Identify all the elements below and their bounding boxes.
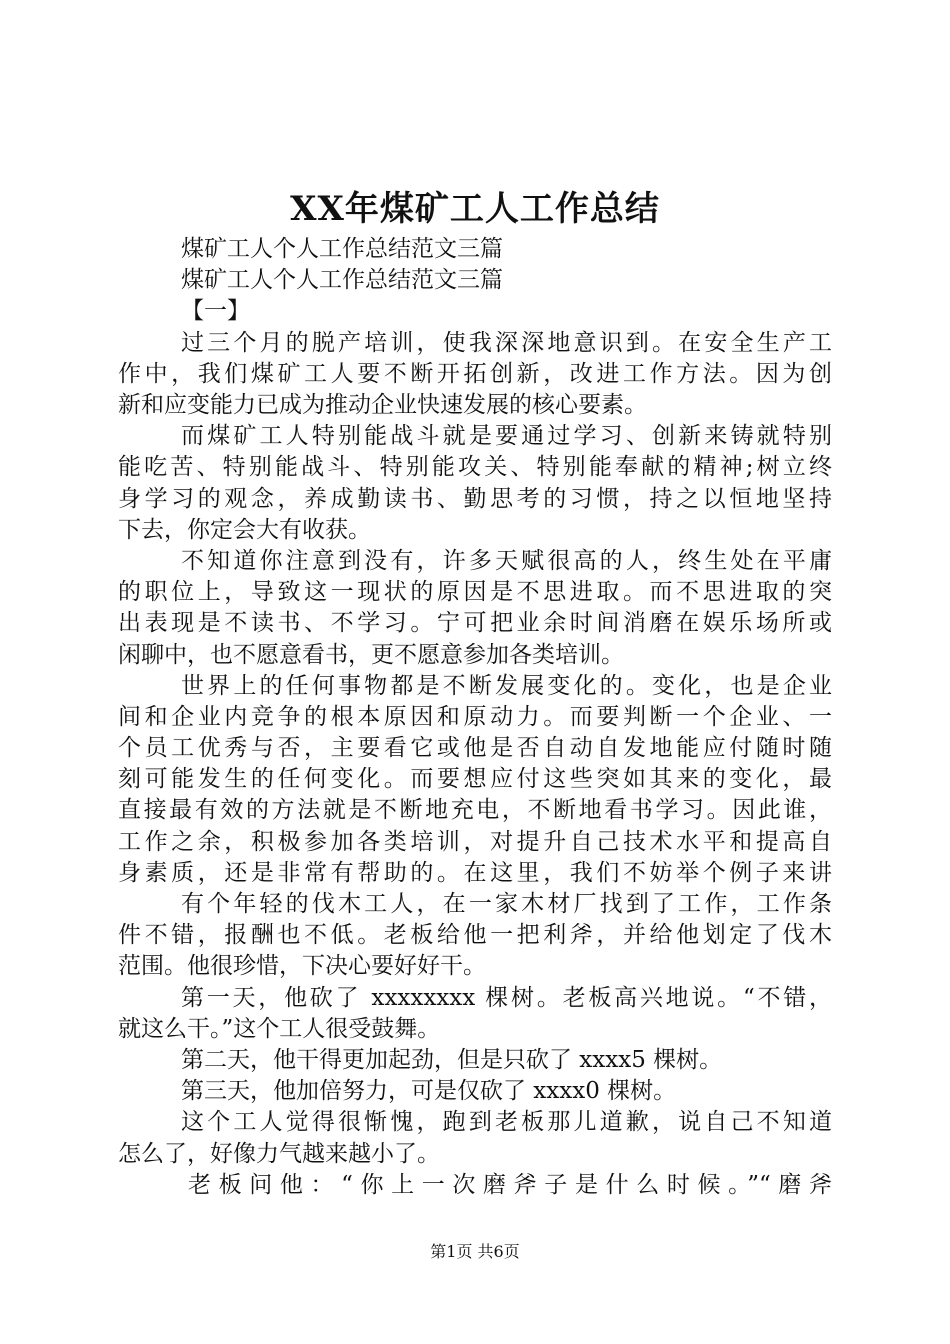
paragraph-line: 作中，我们煤矿工人要不断开拓创新，改进工作方法。因为创 bbox=[118, 360, 832, 387]
subtitle-line: 煤矿工人个人工作总结范文三篇 bbox=[181, 236, 503, 262]
paragraph-line: 怎么了，好像力气越来越小了。 bbox=[118, 1140, 440, 1167]
paragraph-line: 工作之余，积极参加各类培训，对提升自己技术水平和提高自 bbox=[118, 828, 832, 855]
paragraph-line: 第三天，他加倍努力，可是仅砍了 xxxx0 棵树。 bbox=[181, 1078, 677, 1105]
paragraph-line: 有个年轻的伐木工人，在一家木材厂找到了工作，工作条 bbox=[181, 891, 832, 918]
paragraph-line: 不知道你注意到没有，许多天赋很高的人，终生处在平庸 bbox=[181, 547, 832, 574]
paragraph-line: 身学习的观念，养成勤读书、勤思考的习惯，持之以恒地坚持 bbox=[118, 485, 832, 512]
paragraph-line: 范围。他很珍惜，下决心要好好干。 bbox=[118, 953, 486, 980]
paragraph-line: 直接最有效的方法就是不断地充电，不断地看书学习。因此谁， bbox=[118, 797, 832, 824]
document-body bbox=[118, 234, 832, 1201]
section-marker: 【一】 bbox=[181, 298, 250, 325]
page-footer: 第1页 共6页 bbox=[430, 1242, 520, 1261]
paragraph-line: 就这么干。”这个工人很受鼓舞。 bbox=[118, 1015, 441, 1042]
paragraph-line: 下去，你定会大有收获。 bbox=[118, 516, 371, 543]
paragraph-line: 件不错，报酬也不低。老板给他一把利斧，并给他划定了伐木 bbox=[118, 922, 832, 949]
paragraph-line: 刻可能发生的任何变化。而要想应付这些突如其来的变化，最 bbox=[118, 766, 832, 793]
subtitle-line: 煤矿工人个人工作总结范文三篇 bbox=[181, 267, 503, 294]
paragraph-line: 第二天，他干得更加起劲，但是只砍了 xxxx5 棵树。 bbox=[181, 1047, 723, 1073]
paragraph-line: 能吃苦、特别能战斗、特别能攻关、特别能奉献的精神;树立终 bbox=[118, 454, 832, 481]
paragraph-line: 老板问他：“你上一次磨斧子是什么时候。”“磨斧 bbox=[188, 1171, 832, 1198]
paragraph-line: 间和企业内竞争的根本原因和原动力。而要判断一个企业、一 bbox=[118, 703, 832, 730]
paragraph-line: 第一天，他砍了 xxxxxxxx 棵树。老板高兴地说。“不错， bbox=[181, 984, 832, 1011]
paragraph-line: 闲聊中，也不愿意看书，更不愿意参加各类培训。 bbox=[118, 641, 624, 668]
paragraph-line: 世界上的任何事物都是不断发展变化的。变化，也是企业 bbox=[181, 672, 832, 699]
paragraph-line: 过三个月的脱产培训，使我深深地意识到。在安全生产工 bbox=[181, 329, 832, 356]
paragraph-line: 个员工优秀与否，主要看它或他是否自动自发地能应付随时随 bbox=[118, 735, 832, 762]
document-title: XX年煤矿工人工作总结 bbox=[290, 189, 660, 229]
paragraph-line: 而煤矿工人特别能战斗就是要通过学习、创新来铸就特别 bbox=[181, 423, 832, 450]
paragraph-line: 这个工人觉得很惭愧，跑到老板那儿道歉，说自己不知道 bbox=[181, 1109, 832, 1136]
paragraph-line: 的职位上，导致这一现状的原因是不思进取。而不思进取的突 bbox=[118, 579, 832, 606]
paragraph-line: 身素质，还是非常有帮助的。在这里，我们不妨举个例子来讲 bbox=[118, 859, 832, 886]
paragraph-line: 新和应变能力已成为推动企业快速发展的核心要素。 bbox=[118, 391, 647, 418]
paragraph-line: 出表现是不读书、不学习。宁可把业余时间消磨在娱乐场所或 bbox=[118, 610, 832, 637]
